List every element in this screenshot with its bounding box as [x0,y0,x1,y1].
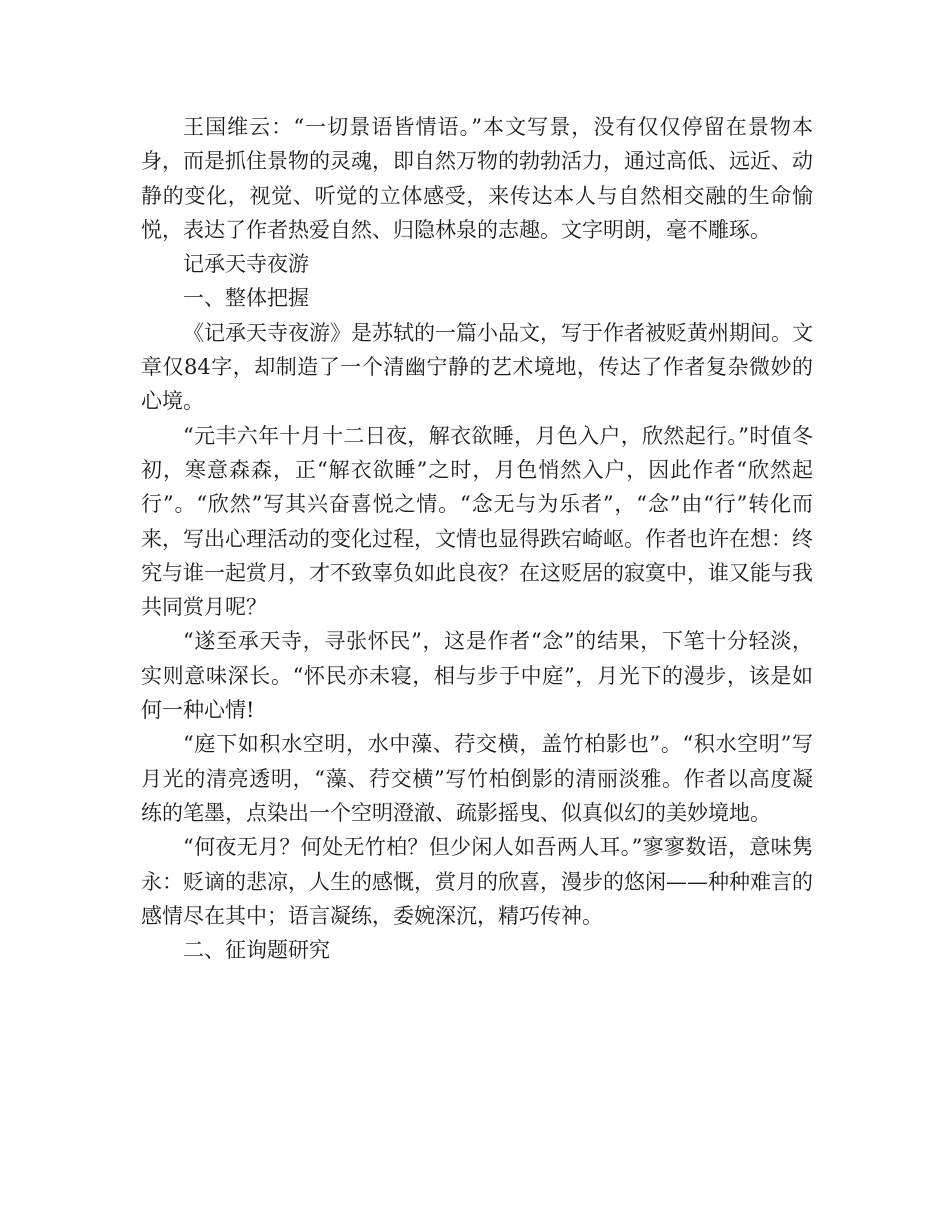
paragraph-analysis-1: “元丰六年十月十二日夜，解衣欲睡，月色入户，欣然起行。”时值冬初，寒意森森，正“解衣欲睡”之时，月色悄然入户，因此作者“欣然起行”。“欣然”写其兴奋喜悦之情。“念无与为乐者”，“念”由“行”转化而来，写出心理活动的变化过程，文情也显得跌宕崎岖。作者也许在想：终究与谁一起赏月，才不致辜负如此良夜？在这贬居的寂寞中，谁又能与我共同赏月呢？ [141,423,813,620]
document-page [141,110,813,967]
section-heading-questions: 二、征询题研究 [183,938,330,963]
paragraph-analysis-3: “庭下如积水空明，水中藻、荇交横，盖竹柏影也”。“积水空明”写月光的清亮透明，“藻、荇交横”写竹柏倒影的清丽淡雅。作者以高度凝练的笔墨，点染出一个空明澄澈、疏影摇曳、似真似幻的美妙境地。 [141,732,813,825]
paragraph-commentary: 王国维云：“一切景语皆情语。”本文写景，没有仅仅停留在景物本身，而是抓住景物的灵魂，即自然万物的勃勃活力，通过高低、远近、动静的变化，视觉、听觉的立体感受，来传达本人与自然相交融的生命愉悦，表达了作者热爱自然、归隐林泉的志趣。文字明朗，毫不雕琢。 [141,115,813,242]
paragraph-analysis-2: “遂至承天寺，寻张怀民”，这是作者“念”的结果，下笔十分轻淡，实则意味深长。“怀民亦未寝，相与步于中庭”，月光下的漫步，该是如何一种心情! [141,629,813,723]
paragraph-intro: 《记承天寺夜游》是苏轼的一篇小品文，写于作者被贬黄州期间。文章仅84字，却制造了一个清幽宁静的艺术境地，传达了作者复杂微妙的心境。 [141,320,813,414]
paragraph-analysis-4: “何夜无月？何处无竹柏？但少闲人如吾两人耳。”寥寥数语，意味隽永：贬谪的悲凉，人生的感慨，赏月的欣喜，漫步的悠闲——种种难言的感情尽在其中；语言凝练，委婉深沉，精巧传神。 [141,835,813,928]
section-title: 记承天寺夜游 [183,252,309,277]
section-heading-overview: 一、整体把握 [183,286,309,311]
